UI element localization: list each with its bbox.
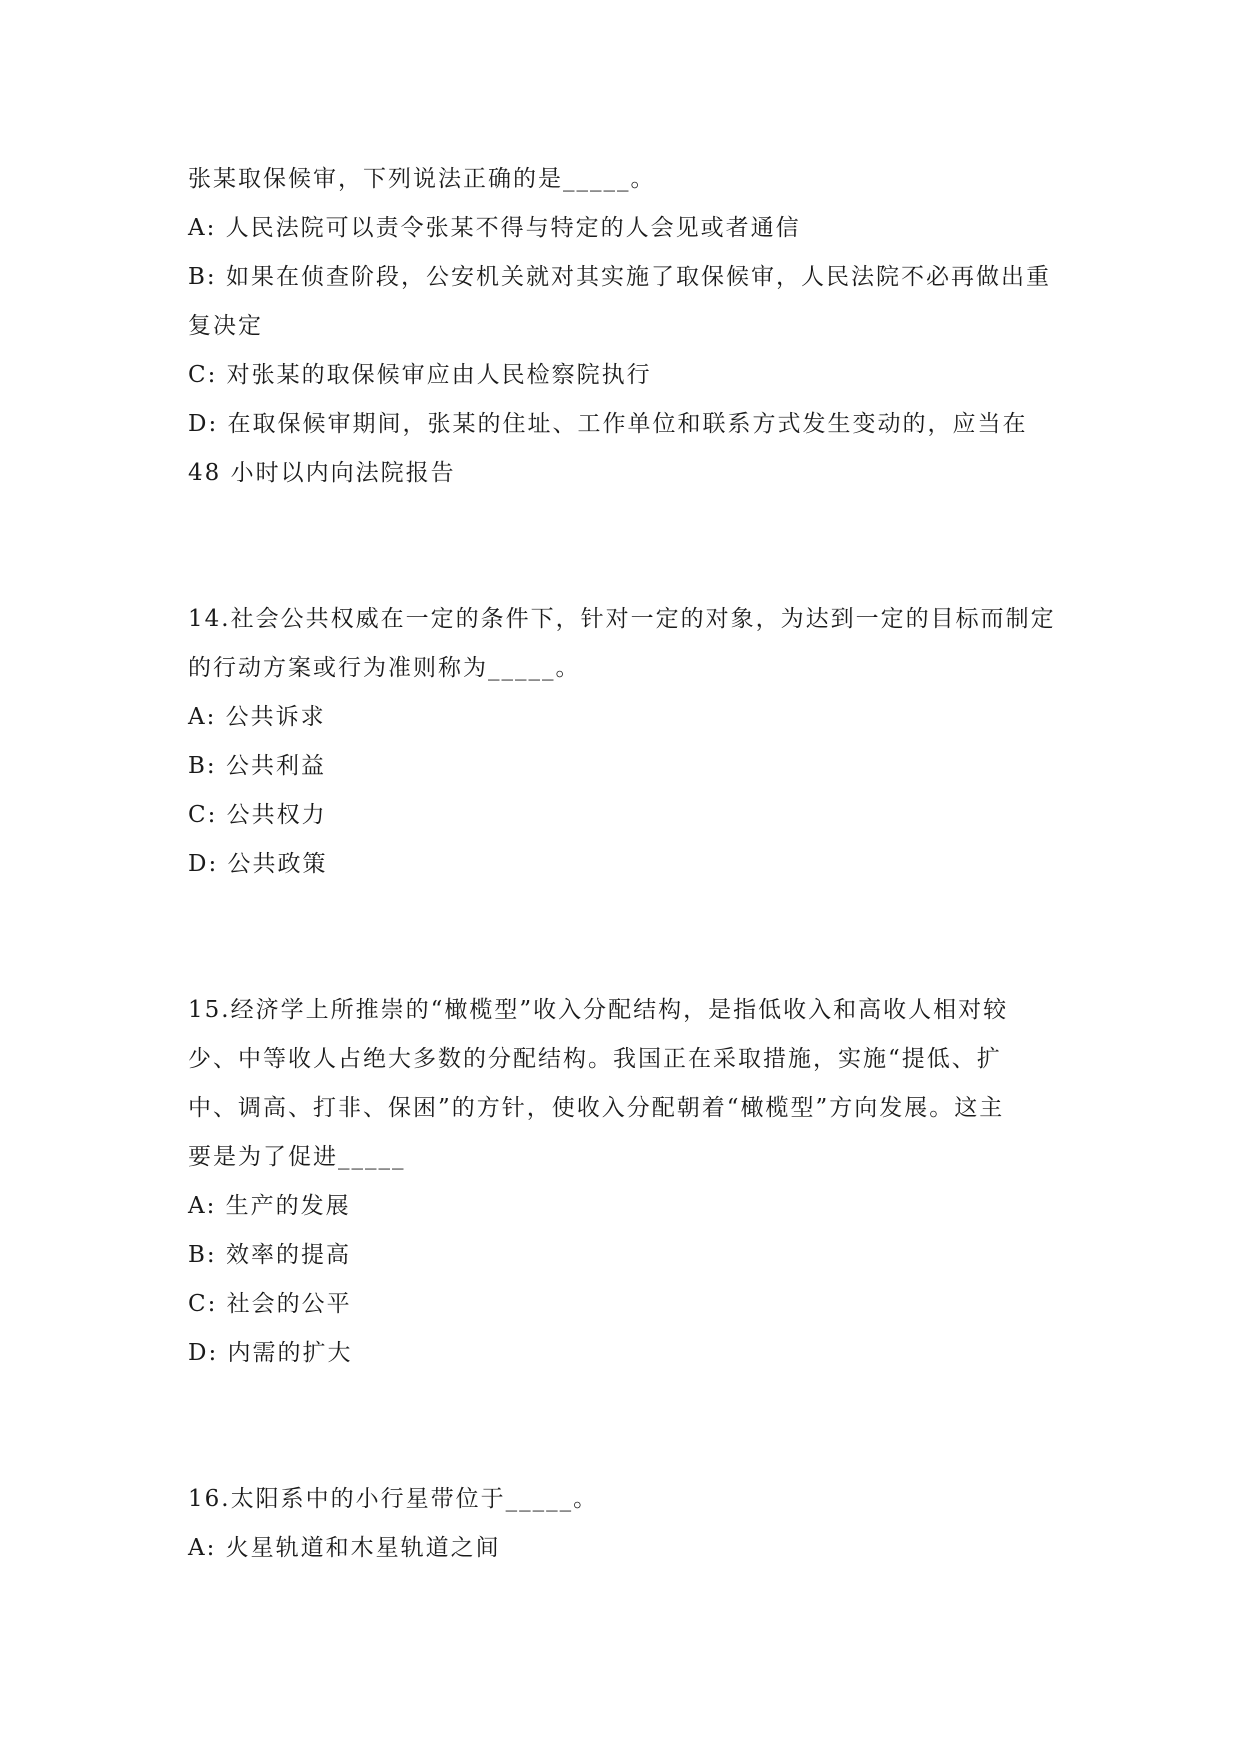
question-13-option-c xyxy=(188,351,1058,400)
spacer xyxy=(188,1378,1058,1475)
question-14-option-b: B: 公共利益 xyxy=(188,753,326,779)
question-15-stem-line: 要是为了促进_____ xyxy=(188,1144,406,1170)
question-13 xyxy=(188,155,1058,498)
question-16-stem-line: 16.太阳系中的小行星带位于_____。 xyxy=(188,1486,599,1512)
question-15-stem-line: 中、调高、打非、保困”的方针，使收入分配朝着“橄榄型”方向发展。这主 xyxy=(188,1095,1005,1121)
question-13-option-a xyxy=(188,204,1058,253)
question-14-stem-line: 的行动方案或行为准则称为_____。 xyxy=(188,655,581,681)
question-15 xyxy=(188,986,1058,1378)
question-15-stem-line: 15.经济学上所推崇的“橄榄型”收入分配结构，是指低收入和高收人相对较 xyxy=(188,997,1009,1023)
exam-page xyxy=(188,155,1058,1573)
question-14-option-a: A: 公共诉求 xyxy=(188,704,326,730)
question-14 xyxy=(188,595,1058,889)
question-16-option-a: A: 火星轨道和木星轨道之间 xyxy=(188,1535,501,1561)
question-13-option-d xyxy=(188,400,1058,498)
option-line: D: 在取保候审期间，张某的住址、工作单位和联系方式发生变动的，应当在 xyxy=(188,411,1028,437)
option-line: A: 人民法院可以责令张某不得与特定的人会见或者通信 xyxy=(188,215,801,241)
question-15-option-c: C: 社会的公平 xyxy=(188,1291,352,1317)
question-15-option-b: B: 效率的提高 xyxy=(188,1242,351,1268)
option-line: 48 小时以内向法院报告 xyxy=(188,460,456,486)
question-15-option-d: D: 内需的扩大 xyxy=(188,1340,353,1366)
question-13-option-b xyxy=(188,253,1058,351)
question-14-option-d: D: 公共政策 xyxy=(188,851,328,877)
question-14-option-c: C: 公共权力 xyxy=(188,802,327,828)
question-15-stem-line: 少、中等收人占绝大多数的分配结构。我国正在采取措施，实施“提低、扩 xyxy=(188,1046,1002,1072)
question-16 xyxy=(188,1475,1058,1573)
option-line: 复决定 xyxy=(188,313,263,339)
question-14-stem-line: 14.社会公共权威在一定的条件下，针对一定的对象，为达到一定的目标而制定 xyxy=(188,606,1056,632)
spacer xyxy=(188,498,1058,595)
question-15-option-a: A: 生产的发展 xyxy=(188,1193,351,1219)
option-line: C: 对张某的取保候审应由人民检察院执行 xyxy=(188,362,652,388)
option-line: B: 如果在侦查阶段，公安机关就对其实施了取保候审，人民法院不必再做出重 xyxy=(188,264,1051,290)
spacer xyxy=(188,889,1058,986)
question-13-stem: 张某取保候审，下列说法正确的是_____。 xyxy=(188,166,656,192)
